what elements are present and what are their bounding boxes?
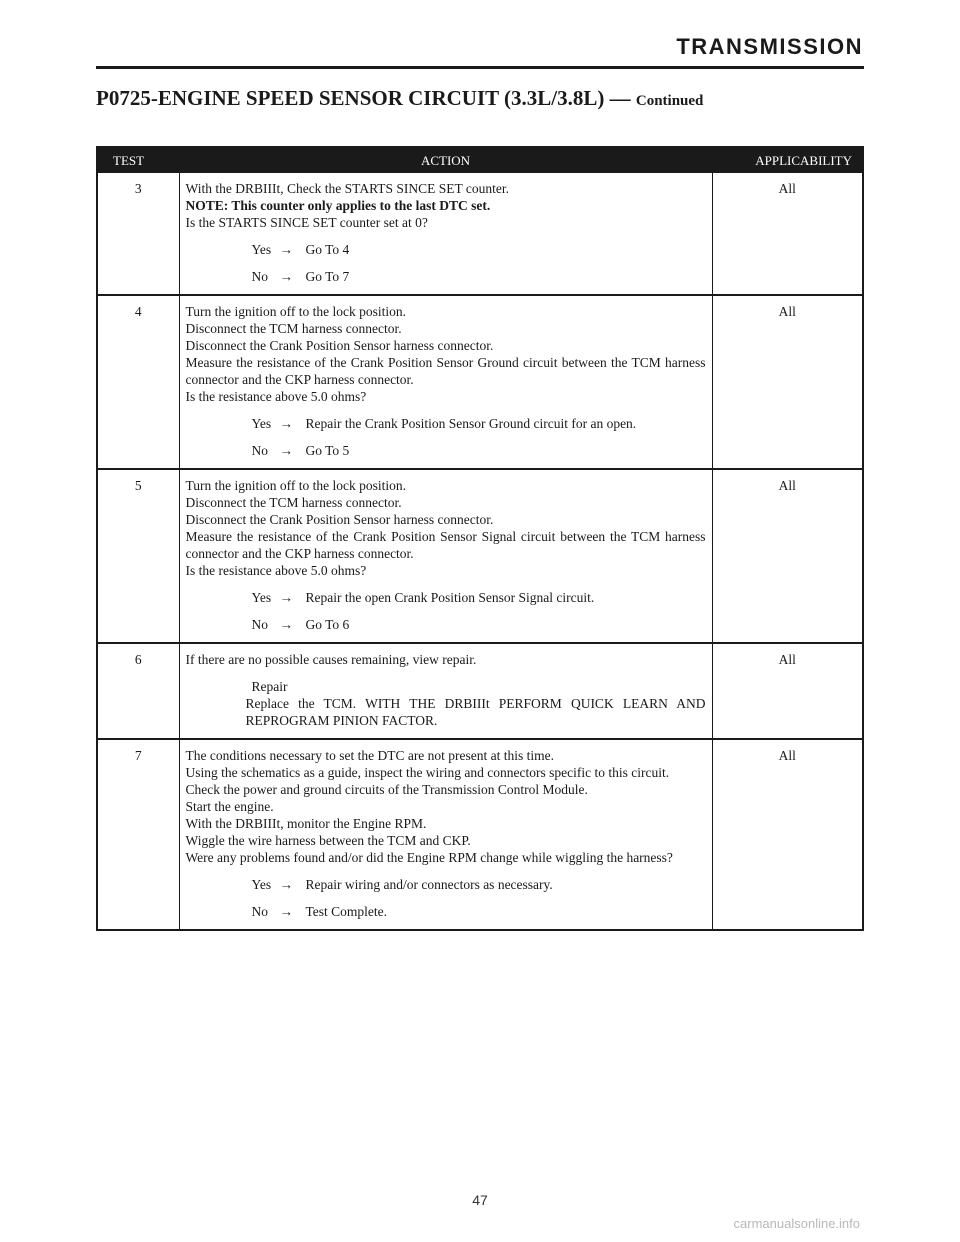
arrow-icon: → — [279, 443, 293, 458]
action-line: Disconnect the TCM harness connector. — [185, 321, 402, 336]
yes-result: Repair the Crank Position Sensor Ground circuit for an open. — [305, 416, 637, 431]
yes-label: Yes — [251, 590, 272, 605]
table-row — [97, 739, 863, 930]
action-line: Measure the resistance of the Crank Position Sensor Signal circuit between the TCM harness connector and the CKP harness connector. — [185, 529, 706, 561]
section-rule — [96, 66, 864, 69]
action-line: Were any problems found and/or did the Engine RPM change while wiggling the harness? — [185, 850, 673, 865]
test-number: 3 — [97, 172, 179, 295]
table-row — [97, 643, 863, 739]
repair-instructions: Replace the TCM. WITH THE DRBIIIt PERFORM QUICK LEARN AND REPROGRAM PINION FACTOR. — [245, 696, 706, 728]
repair-label: Repair — [251, 679, 288, 694]
yes-response — [186, 241, 706, 258]
action-line: Turn the ignition off to the lock position. — [185, 478, 407, 493]
action-line: Measure the resistance of the Crank Position Sensor Ground circuit between the TCM harness connector and the CKP harness connector. — [185, 355, 706, 387]
no-result: Go To 6 — [305, 617, 350, 632]
action-line: Disconnect the TCM harness connector. — [185, 495, 402, 510]
no-response — [186, 442, 706, 459]
page-title — [96, 86, 703, 111]
diagnostic-table — [96, 146, 864, 931]
applicability-cell: All — [712, 172, 863, 295]
arrow-icon: → — [279, 617, 293, 632]
yes-response — [186, 876, 706, 893]
action-line: With the DRBIIIt, monitor the Engine RPM. — [185, 816, 427, 831]
action-cell — [179, 643, 712, 739]
table-row — [97, 295, 863, 469]
arrow-icon: → — [279, 416, 293, 431]
action-line: Is the resistance above 5.0 ohms? — [185, 563, 367, 578]
action-line: Check the power and ground circuits of the Transmission Control Module. — [185, 782, 588, 797]
applicability-cell: All — [712, 295, 863, 469]
arrow-icon: → — [279, 904, 293, 919]
no-result: Test Complete. — [305, 904, 388, 919]
applicability-cell: All — [712, 469, 863, 643]
action-cell — [179, 739, 712, 930]
table-row — [97, 469, 863, 643]
column-header-applicability: APPLICABILITY — [712, 147, 863, 172]
action-note: NOTE: This counter only applies to the last DTC set. — [185, 198, 491, 213]
yes-label: Yes — [251, 416, 272, 431]
no-result: Go To 7 — [305, 269, 350, 284]
action-cell — [179, 172, 712, 295]
action-cell — [179, 469, 712, 643]
action-line: Start the engine. — [185, 799, 274, 814]
arrow-icon: → — [279, 877, 293, 892]
no-label: No — [251, 269, 268, 284]
no-response — [186, 903, 706, 920]
page-number: 47 — [472, 1192, 488, 1208]
yes-response — [186, 415, 706, 432]
action-line: With the DRBIIIt, Check the STARTS SINCE SET counter. — [185, 181, 510, 196]
column-header-action: ACTION — [179, 147, 712, 172]
test-number: 4 — [97, 295, 179, 469]
test-number: 5 — [97, 469, 179, 643]
action-cell — [179, 295, 712, 469]
no-result: Go To 5 — [305, 443, 350, 458]
action-line: Is the resistance above 5.0 ohms? — [185, 389, 367, 404]
yes-response — [186, 589, 706, 606]
table-row — [97, 172, 863, 295]
test-number: 7 — [97, 739, 179, 930]
action-line: Turn the ignition off to the lock position. — [185, 304, 407, 319]
column-header-test: TEST — [97, 147, 179, 172]
applicability-cell: All — [712, 739, 863, 930]
action-line: Disconnect the Crank Position Sensor harness connector. — [185, 338, 494, 353]
yes-result: Repair the open Crank Position Sensor Signal circuit. — [305, 590, 595, 605]
watermark: carmanualsonline.info — [733, 1216, 860, 1231]
yes-label: Yes — [251, 242, 272, 257]
page-title-main: P0725-ENGINE SPEED SENSOR CIRCUIT (3.3L/3.8L) — — [96, 86, 631, 110]
arrow-icon: → — [279, 269, 293, 284]
test-number: 6 — [97, 643, 179, 739]
action-line: Using the schematics as a guide, inspect the wiring and connectors specific to this circuit. — [185, 765, 670, 780]
no-label: No — [251, 904, 268, 919]
action-line: If there are no possible causes remaining, view repair. — [185, 652, 477, 667]
no-response — [186, 268, 706, 285]
table-header-row — [97, 147, 863, 172]
no-label: No — [251, 443, 268, 458]
action-line: Wiggle the wire harness between the TCM and CKP. — [185, 833, 471, 848]
section-header: TRANSMISSION — [676, 34, 863, 59]
arrow-icon: → — [279, 590, 293, 605]
no-response — [186, 616, 706, 633]
no-label: No — [251, 617, 268, 632]
yes-result: Repair wiring and/or connectors as necessary. — [305, 877, 553, 892]
action-line: Disconnect the Crank Position Sensor harness connector. — [185, 512, 494, 527]
page-title-continued: Continued — [635, 93, 704, 109]
action-line: The conditions necessary to set the DTC are not present at this time. — [185, 748, 555, 763]
yes-result: Go To 4 — [305, 242, 350, 257]
yes-label: Yes — [251, 877, 272, 892]
arrow-icon: → — [279, 242, 293, 257]
applicability-cell: All — [712, 643, 863, 739]
action-question: Is the STARTS SINCE SET counter set at 0? — [185, 215, 428, 230]
